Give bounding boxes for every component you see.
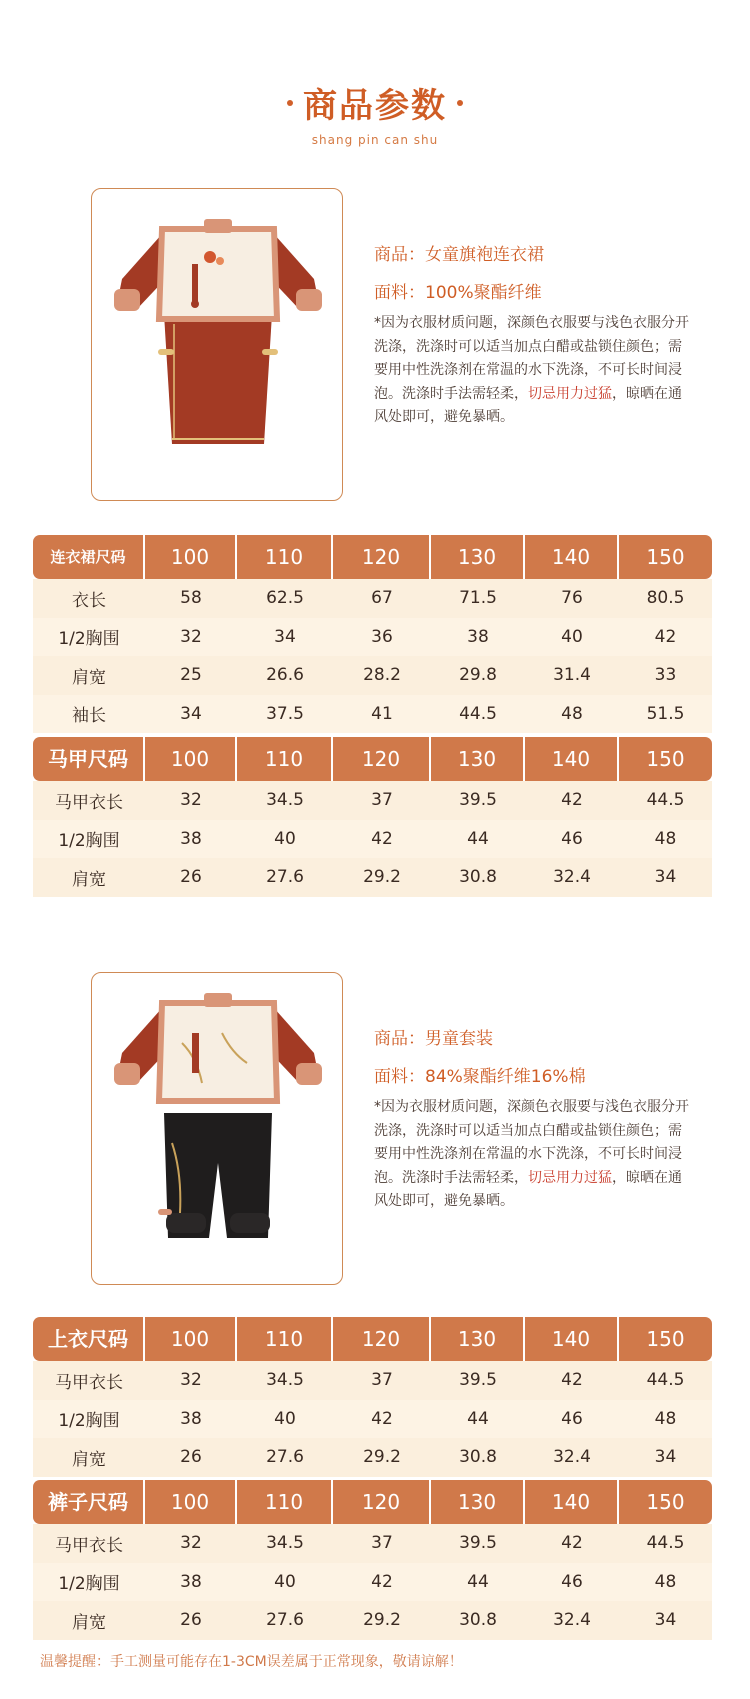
title-row [0,78,750,127]
care-note [374,1096,689,1214]
table-header-size: 130 [431,1317,525,1361]
page-subtitle: shang pin can shu [311,133,439,147]
table-header-size: 150 [646,1490,685,1514]
table-cell: 38 [180,1571,202,1592]
girl-qipao-dress-icon [92,189,344,502]
table-cell: 32 [180,1533,202,1554]
product-info [374,1024,586,1100]
measurement-tip: 温馨提醒：手工测量可能存在1-3CM误差属于正常现象，敬请谅解！ [40,1654,463,1670]
table-cell: 37 [371,790,393,811]
table-row [33,1524,712,1563]
table-cell: 62.5 [266,588,304,609]
table-header-row [33,535,712,579]
table-cell: 44 [467,1571,489,1592]
care-note-text: *因为衣服材质问题，深颜色衣服要与浅色衣服分开洗涤，洗涤时可以适当加点白醋或盐锁住颜色；需要用中性洗涤剂在常温的水下洗涤，不可长时间浸泡。洗涤时手法需轻柔， [374,315,689,402]
row-label: 肩宽 [72,869,106,890]
table-row [33,858,712,897]
table-body [33,781,712,897]
table-cell: 34.5 [266,1533,304,1554]
table-header-label: 上衣尺码 [33,1317,145,1361]
table-header-size: 150 [646,1327,685,1351]
table-cell: 30.8 [459,1610,497,1631]
table-cell: 67 [371,588,393,609]
table-header-size: 110 [237,535,333,579]
size-table-top [33,1317,712,1477]
table-row [33,1601,712,1640]
row-label: 马甲衣长 [55,1535,123,1556]
table-body [33,1361,712,1477]
table-cell: 29.8 [459,665,497,686]
table-cell: 27.6 [266,1610,304,1631]
table-row [33,618,712,657]
table-cell: 34 [274,626,296,647]
table-body [33,579,712,733]
table-cell: 26 [180,1610,202,1631]
table-row [33,579,712,618]
row-label: 肩宽 [72,1612,106,1633]
table-header-size: 120 [333,1317,431,1361]
table-cell: 48 [561,703,583,724]
size-table-pants [33,1480,712,1640]
table-cell: 58 [180,588,202,609]
table-cell: 42 [371,1408,393,1429]
table-cell: 38 [180,1408,202,1429]
table-row [33,820,712,859]
table-cell: 34 [654,867,677,888]
row-label: 1/2胸围 [58,1411,120,1432]
table-cell: 39.5 [459,790,497,811]
table-cell: 42 [371,1571,393,1592]
row-label: 马甲衣长 [55,792,123,813]
table-header-size: 140 [525,1480,619,1524]
table-cell: 37 [371,1533,393,1554]
table-cell: 80.5 [646,588,685,609]
table-header-size: 120 [333,737,431,781]
table-cell: 34 [654,1610,677,1631]
table-header-size: 100 [145,737,237,781]
table-cell: 32.4 [553,1610,591,1631]
table-cell: 38 [180,828,202,849]
table-row [33,1361,712,1400]
table-header-size: 140 [525,1317,619,1361]
table-header-size: 140 [525,535,619,579]
table-cell: 34.5 [266,1370,304,1391]
table-cell: 27.6 [266,867,304,888]
care-note-text-end: ，晾晒在通风处即可，避免暴晒。 [374,385,682,425]
boy-suit-icon [92,973,344,1286]
table-header-size: 120 [333,1480,431,1524]
table-header-size: 110 [237,737,333,781]
table-cell: 51.5 [646,703,685,724]
table-cell: 46 [561,828,583,849]
care-note [374,312,689,430]
title-dot-left [287,100,293,106]
table-cell: 29.2 [363,1447,401,1468]
table-header-size: 100 [145,535,237,579]
table-cell: 39.5 [459,1370,497,1391]
table-cell: 33 [654,665,677,686]
table-cell: 42 [561,1533,583,1554]
care-note-text: *因为衣服材质问题，深颜色衣服要与浅色衣服分开洗涤，洗涤时可以适当加点白醋或盐锁住颜色；需要用中性洗涤剂在常温的水下洗涤，不可长时间浸泡。洗涤时手法需轻柔， [374,1099,689,1186]
care-note-warning: 切忌用力过猛 [528,385,612,402]
table-header-size: 110 [237,1317,333,1361]
table-row [33,1438,712,1477]
table-cell: 40 [274,1571,296,1592]
row-label: 马甲衣长 [55,1372,123,1393]
table-header-size: 150 [646,545,685,569]
table-cell: 44.5 [459,703,497,724]
table-cell: 30.8 [459,1447,497,1468]
page-title: 商品参数 [303,86,447,126]
product-fabric: 面料：84%聚酯纤维16%棉 [374,1067,586,1087]
product-image-frame [91,188,343,501]
row-label: 1/2胸围 [58,831,120,852]
table-cell: 44.5 [646,790,685,811]
table-row [33,1563,712,1602]
table-cell: 26 [180,1447,202,1468]
size-table-vest [33,737,712,897]
table-header-size: 110 [237,1480,333,1524]
table-cell: 41 [371,703,393,724]
row-label: 袖长 [72,706,106,727]
table-cell: 29.2 [363,1610,401,1631]
row-label: 肩宽 [72,1449,106,1470]
product-girl-dress [0,188,750,508]
table-cell: 37 [371,1370,393,1391]
table-cell: 34 [180,703,202,724]
table-cell: 31.4 [553,665,591,686]
size-table-dress [33,535,712,733]
table-cell: 32.4 [553,1447,591,1468]
product-info [374,240,544,316]
table-cell: 26.6 [266,665,304,686]
table-header-size: 150 [646,747,685,771]
table-cell: 46 [561,1408,583,1429]
table-cell: 48 [654,1571,677,1592]
table-cell: 48 [654,1408,677,1429]
table-header-row [33,737,712,781]
row-label: 1/2胸围 [58,1574,120,1595]
table-header-label: 马甲尺码 [33,737,145,781]
table-cell: 32.4 [553,867,591,888]
product-name: 商品：女童旗袍连衣裙 [374,245,544,265]
table-cell: 48 [654,828,677,849]
product-image-frame [91,972,343,1285]
table-header-size: 100 [145,1480,237,1524]
table-cell: 44 [467,1408,489,1429]
table-header-size: 140 [525,737,619,781]
table-row [33,656,712,695]
table-cell: 38 [467,626,489,647]
product-boy-suit [0,972,750,1292]
title-dot-right [457,100,463,106]
table-cell: 42 [561,1370,583,1391]
row-label: 1/2胸围 [58,629,120,650]
table-cell: 76 [561,588,583,609]
table-cell: 34 [654,1447,677,1468]
table-cell: 36 [371,626,393,647]
table-cell: 32 [180,626,202,647]
table-header-size: 100 [145,1317,237,1361]
table-header-label: 裤子尺码 [33,1480,145,1524]
table-header-size: 120 [333,535,431,579]
table-header-size: 130 [431,737,525,781]
table-cell: 42 [561,790,583,811]
table-cell: 44 [467,828,489,849]
table-row [33,781,712,820]
table-header-row [33,1480,712,1524]
table-cell: 40 [274,828,296,849]
table-cell: 44.5 [646,1533,685,1554]
table-header-label: 连衣裙尺码 [33,535,145,579]
product-name: 商品：男童套装 [374,1029,493,1049]
care-note-text-end: ，晾晒在通风处即可，避免暴晒。 [374,1169,682,1209]
table-row [33,1400,712,1439]
care-note-warning: 切忌用力过猛 [528,1169,612,1186]
product-fabric: 面料：100%聚酯纤维 [374,283,542,303]
table-cell: 37.5 [266,703,304,724]
table-header-row [33,1317,712,1361]
table-cell: 32 [180,790,202,811]
table-cell: 28.2 [363,665,401,686]
table-cell: 26 [180,867,202,888]
table-cell: 42 [654,626,677,647]
table-cell: 40 [274,1408,296,1429]
row-label: 肩宽 [72,667,106,688]
table-cell: 25 [180,665,202,686]
table-cell: 34.5 [266,790,304,811]
section-header [0,78,750,147]
table-header-size: 130 [431,535,525,579]
table-cell: 44.5 [646,1370,685,1391]
table-cell: 40 [561,626,583,647]
table-cell: 32 [180,1370,202,1391]
table-cell: 27.6 [266,1447,304,1468]
row-label: 衣长 [72,590,106,611]
table-cell: 39.5 [459,1533,497,1554]
table-cell: 71.5 [459,588,497,609]
table-cell: 29.2 [363,867,401,888]
table-cell: 46 [561,1571,583,1592]
table-body [33,1524,712,1640]
table-row [33,695,712,734]
table-header-size: 130 [431,1480,525,1524]
table-cell: 30.8 [459,867,497,888]
table-cell: 42 [371,828,393,849]
